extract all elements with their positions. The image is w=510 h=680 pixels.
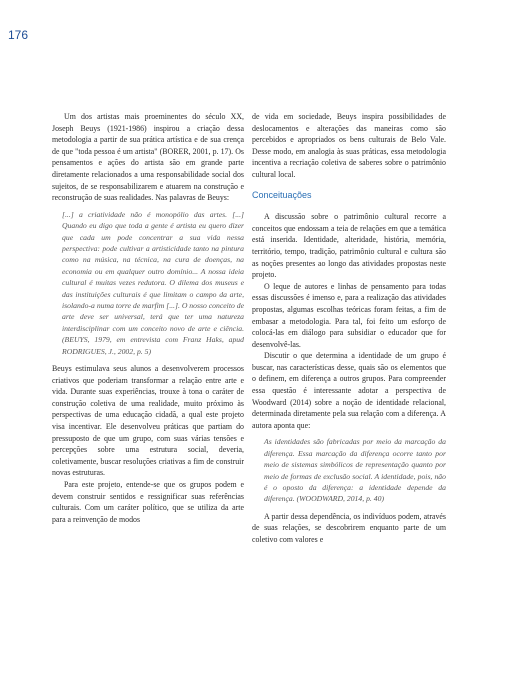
page-number: 176 <box>8 28 29 42</box>
right-paragraph-continuation: de vida em sociedade, Beuys inspira possibilidades de deslocamentos e alterações das maneiras como são percebidos e apropriados os bens culturais de Belo Vale. Desse modo, em analogia às suas práticas, essa metodologia incentiva a recriação coletiva de saberes sobre o patrimônio cultural local. <box>252 112 446 179</box>
left-column <box>52 111 244 525</box>
right-paragraph-identity: Discutir o que determina a identidade de um grupo é buscar, nas características desse, quais são os elementos que o definem, em diferença a outros grupos. Para compreender essa questão é interessante adotar a perspectiva de Woodward (2014) sobre a noção de identidade relacional, determinada diretamente pela sua relação com a diferença. A autora aponta que: <box>252 351 446 430</box>
left-paragraph-intro: Um dos artistas mais proeminentes do século XX, Joseph Beuys (1921-1986) inspirou a criação dessa metodologia a partir de sua prática artística e de sua crença de que "toda pessoa é um artista" (BORER, 2001, p. 17). Os pensamentos e ações do artista são em grande parte diretamente relacionados a uma responsabilidade social dos sujeitos, de se responsabilizarem e atuarem na construção e reconstrução de suas realidades. Nas palavras de Beuys: <box>52 112 244 203</box>
beuys-block-quote: [...] a criatividade não é monopólio das artes. [...] Quando eu digo que toda a gente é artista eu quero dizer que cada um pode concentrar a sua vida nessa perspectiva: pode cultivar a artisticidade tanto na pintura como na música, na técnica, na cura de doenças, na economia ou em qualquer outro domínio... A nossa ideia cultural é muitas vezes redutora. O dilema dos museus e das instituições culturais é que limitam o campo da arte, isolando-a numa torre de marfim [...]. O nosso conceito de arte deve ser universal, terá que ter uma natureza interdisciplinar com um conceito novo de arte e ciência. (BEUYS, 1979, em entrevista com Franz Haks, apud RODRIGUES, J., 2002, p. 5) <box>62 209 244 356</box>
right-paragraph-authors: O leque de autores e linhas de pensamento para todas essas discussões é imenso e, para a realização das atividades propostas, algumas escolhas teóricas foram feitas, a fim de embasar a metodologia. Para tal, foi feito um esforço de colocá-las em diálogo para subsidiar o educador que for desenvolvê-las. <box>252 281 446 349</box>
right-paragraph-discussion: A discussão sobre o patrimônio cultural recorre a conceitos que endossam a teia de relações em que a temática está inserida. Identidade, alteridade, história, memória, território, tempo, tradição, patrimônio cultural e cultura são as noções presentes ao longo das atividades propostas neste projeto. <box>252 212 446 280</box>
right-column <box>252 111 446 546</box>
woodward-block-quote: As identidades são fabricadas por meio da marcação da diferença. Essa marcação da diferença ocorre tanto por meio de sistemas simbólicos de representação quanto por meio de formas de exclusão social. A identidade, pois, não é o oposto da diferença: a identidade depende da diferença. (WOODWARD, 2014, p. 40) <box>264 437 446 504</box>
section-heading-conceituacoes: Conceituações <box>252 189 312 200</box>
left-paragraph-project: Para este projeto, entende-se que os grupos podem e devem construir sentidos e ressignificar suas referências culturais. Com um caráter político, que se utiliza da arte para a reinvenção de modos <box>52 479 244 524</box>
right-paragraph-dependence: A partir dessa dependência, os indivíduos podem, através de suas relações, se descobrirem enquanto parte de um coletivo com valores e <box>252 511 446 545</box>
left-paragraph-beuys-students: Beuys estimulava seus alunos a desenvolverem processos criativos que poderiam transformar a relação entre arte e vida. Durante suas experiências, trouxe à tona o caráter de construção coletiva de uma realidade, muito próximo às perspectivas de uma educação cidadã, a qual este projeto visa incentivar. Ele desenvolveu práticas que partiam do pressuposto de que um grupo, com suas várias tensões e percepções sobre uma estrutura social, deveria, coletivamente, buscar resoluções criativas a fim de construir novas estruturas. <box>52 364 244 478</box>
